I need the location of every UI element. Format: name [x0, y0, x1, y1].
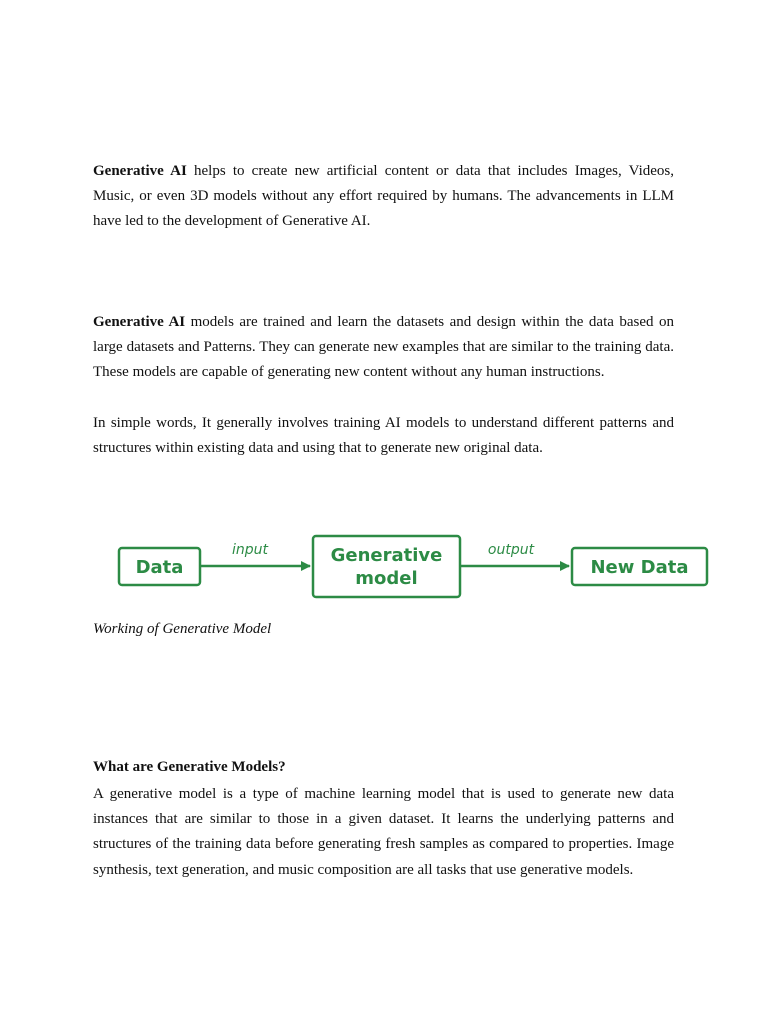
diagram-caption: Working of Generative Model	[93, 621, 272, 637]
data-node-label: Data	[135, 557, 184, 578]
generative-model-diagram	[110, 528, 720, 608]
training-paragraph	[93, 310, 674, 386]
output-label: output	[487, 542, 535, 558]
generative-model-label-line2: model	[355, 568, 418, 589]
training-text: models are trained and learn the datasets and design within the data based on large datasets and Patterns. They can generate new examples that are similar to the training data. These models are capable of generating new content without any human instructions.	[93, 314, 674, 381]
intro-text: helps to create new artificial content or data that includes Images, Videos, Music, or even 3D models without any effort required by humans. The advancements in LLM have led to the development of Generative AI.	[93, 163, 674, 230]
simple-words-paragraph: In simple words, It generally involves training AI models to understand different patterns and structures within existing data and using that to generate new original data.	[93, 415, 674, 457]
intro-bold-term: Generative AI	[93, 163, 187, 179]
generative-model-label-line1: Generative	[330, 545, 443, 566]
section-body: A generative model is a type of machine learning model that is used to generate new data instances that are similar to those in a given dataset. It learns the underlying patterns and structures of the training data before generating fresh samples as compared to properties. Image synthesis, text generation, and music composition are all tasks that use generative models.	[93, 786, 674, 878]
new-data-node-label: New Data	[590, 557, 689, 578]
intro-paragraph	[93, 159, 674, 235]
section-heading: What are Generative Models?	[93, 759, 286, 775]
training-bold-term: Generative AI	[93, 314, 186, 330]
input-label: input	[231, 542, 269, 558]
